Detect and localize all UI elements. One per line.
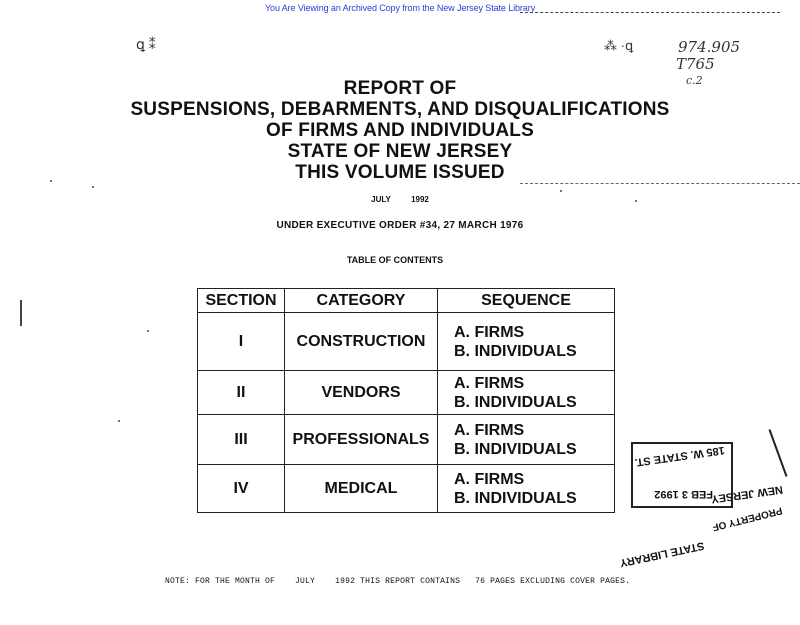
sequence-individuals: B. INDIVIDUALS	[454, 489, 577, 507]
table-row	[198, 415, 615, 465]
call-number-2: T765	[676, 55, 715, 73]
scan-dot	[92, 186, 94, 188]
stamp-line-2: NEW JERSEY	[710, 483, 784, 505]
archive-banner[interactable]: You Are Viewing an Archived Copy from the New Jersey State Library	[264, 3, 536, 13]
sequence-individuals: B. INDIVIDUALS	[454, 342, 577, 360]
table-row	[198, 465, 615, 513]
stamp-slash	[769, 429, 788, 477]
issue-date	[0, 195, 800, 204]
sequence-firms: A. FIRMS	[454, 470, 525, 488]
category-cell: MEDICAL	[285, 465, 438, 513]
scan-dot	[560, 190, 562, 192]
scan-speckle-right: ⁂ ·ꝗ	[604, 38, 634, 53]
section-cell: III	[198, 415, 285, 465]
sequence-firms: A. FIRMS	[454, 374, 525, 392]
title-line: REPORT OF	[343, 78, 457, 99]
scan-rule-mid-right	[520, 183, 800, 184]
stamp-line-5: FEB 3 1992	[654, 488, 713, 500]
note-month: JULY	[295, 577, 316, 586]
note-prefix: NOTE: FOR THE MONTH OF	[165, 577, 276, 586]
sequence-firms: A. FIRMS	[454, 421, 525, 439]
table-row	[198, 371, 615, 415]
note-suffix: PAGES EXCLUDING COVER PAGES.	[490, 577, 631, 586]
sequence-cell	[438, 371, 615, 415]
column-header-sequence: SEQUENCE	[438, 289, 615, 313]
table-row	[198, 313, 615, 371]
sequence-cell	[438, 465, 615, 513]
sequence-individuals: B. INDIVIDUALS	[454, 393, 577, 411]
title-line: THIS VOLUME ISSUED	[295, 162, 505, 183]
call-number-1: 974.905	[678, 38, 741, 56]
scan-rule-top-right	[520, 12, 780, 13]
stamp-line-4: STATE LIBRARY	[618, 539, 706, 569]
toc-heading: TABLE OF CONTENTS	[346, 255, 444, 265]
scan-speckle-left: ꝗ ⁑	[136, 36, 156, 52]
title-line: STATE OF NEW JERSEY	[287, 141, 513, 162]
column-header-section: SECTION	[198, 289, 285, 313]
title-line: OF FIRMS AND INDIVIDUALS	[266, 120, 534, 141]
scan-dot	[147, 330, 149, 332]
sequence-firms: A. FIRMS	[454, 323, 525, 341]
table-header-row	[198, 289, 615, 313]
note-mid: 1992 THIS REPORT CONTAINS	[335, 577, 461, 586]
scan-dot	[20, 300, 22, 326]
call-number-3: c.2	[686, 74, 703, 87]
stamp-line-1: 185 W. STATE ST.	[633, 443, 726, 469]
contents-table	[197, 288, 615, 513]
section-cell: I	[198, 313, 285, 371]
column-header-category: CATEGORY	[285, 289, 438, 313]
executive-order: UNDER EXECUTIVE ORDER #34, 27 MARCH 1976	[276, 220, 524, 231]
category-cell: VENDORS	[285, 371, 438, 415]
scan-dot	[118, 420, 120, 422]
title-line: SUSPENSIONS, DEBARMENTS, AND DISQUALIFICATIONS	[130, 99, 670, 120]
issue-month: JULY	[371, 195, 391, 204]
section-cell: II	[198, 371, 285, 415]
stamp-line-3: PROPERTY OF	[711, 504, 784, 533]
report-title	[0, 78, 800, 183]
sequence-cell	[438, 313, 615, 371]
issue-year: 1992	[411, 195, 429, 204]
section-cell: IV	[198, 465, 285, 513]
page-count-note	[165, 577, 630, 586]
sequence-cell	[438, 415, 615, 465]
sequence-individuals: B. INDIVIDUALS	[454, 440, 577, 458]
note-pages: 76	[475, 577, 486, 586]
category-cell: CONSTRUCTION	[285, 313, 438, 371]
library-stamp	[615, 430, 785, 570]
category-cell: PROFESSIONALS	[285, 415, 438, 465]
